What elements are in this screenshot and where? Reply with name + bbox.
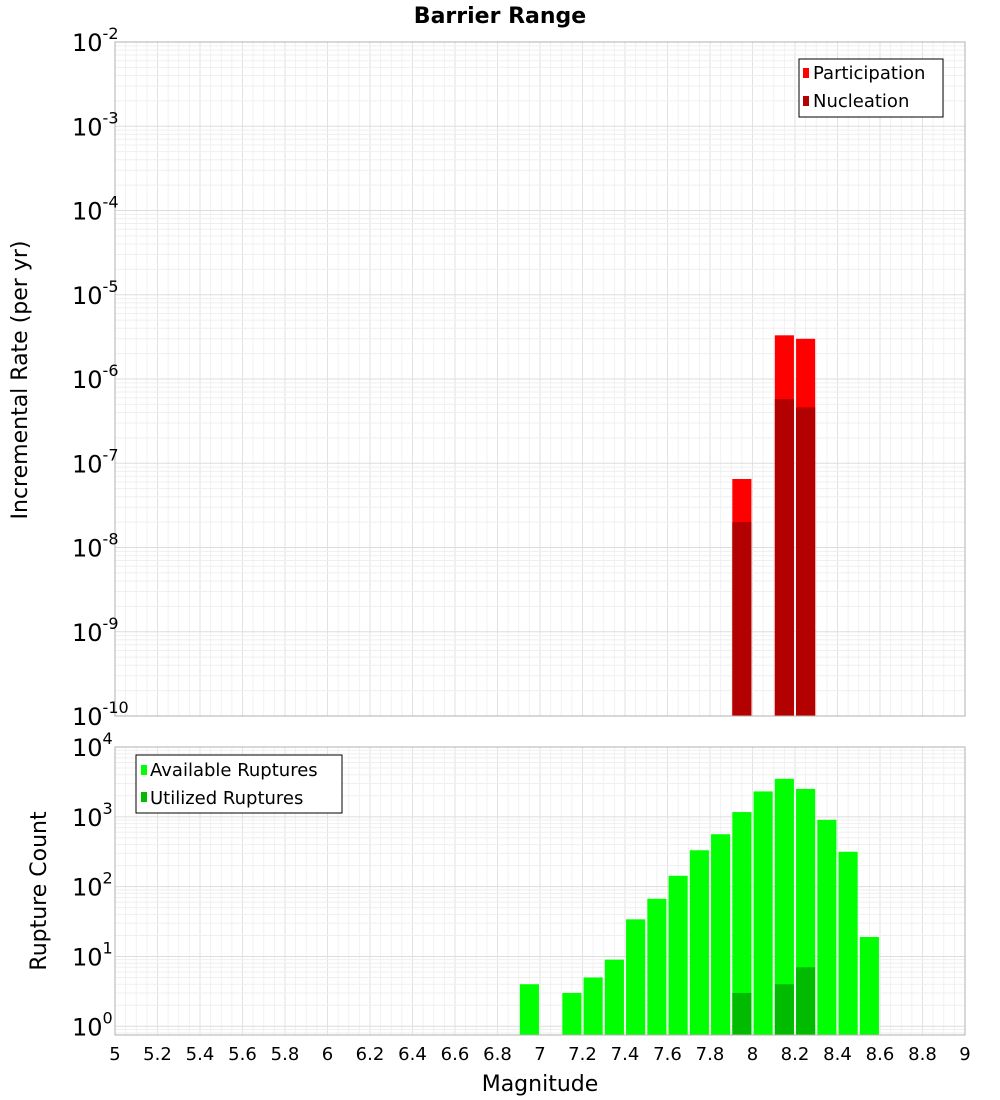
x-tick-label: 5 — [109, 1044, 121, 1065]
x-tick-label: 5.8 — [270, 1044, 300, 1065]
x-tick-label: 5.2 — [143, 1044, 172, 1065]
bottom-legend — [136, 755, 342, 813]
bar-available-ruptures-6 — [669, 876, 688, 1035]
x-tick-label: 8.8 — [908, 1044, 937, 1065]
bar-available-ruptures-15 — [860, 937, 879, 1035]
x-tick-label: 8.2 — [780, 1044, 810, 1065]
y-tick-label: $10^{-6}$ — [72, 361, 119, 394]
grid-layer — [115, 42, 965, 1035]
bar-utilized-ruptures-1 — [775, 984, 794, 1035]
bar-utilized-ruptures-0 — [732, 993, 751, 1035]
x-tick-label: 7.4 — [610, 1044, 640, 1065]
bar-available-ruptures-8 — [711, 834, 730, 1035]
available-ruptures-legend-label: Available Ruptures — [150, 760, 318, 781]
bar-available-ruptures-4 — [626, 919, 645, 1035]
y-tick-label: $10^1$ — [72, 938, 113, 972]
x-tick-label: 7.6 — [653, 1044, 682, 1065]
bar-nucleation-2 — [796, 407, 815, 716]
bar-available-ruptures-5 — [647, 899, 666, 1035]
bar-nucleation-1 — [775, 399, 794, 716]
y-tick-label: $10^{-4}$ — [72, 192, 119, 226]
bar-nucleation-0 — [732, 522, 751, 716]
chart-title: Barrier Range — [413, 4, 587, 29]
utilized-ruptures-swatch — [141, 792, 147, 802]
nucleation-swatch — [803, 96, 809, 106]
y-tick-label: $10^{-8}$ — [72, 529, 119, 563]
y-tick-label: $10^3$ — [72, 798, 113, 832]
y-tick-label: $10^0$ — [72, 1008, 113, 1042]
bar-available-ruptures-14 — [839, 852, 858, 1035]
x-tick-label: 6 — [321, 1044, 334, 1065]
bottom-y-axis-label: Rupture Count — [27, 811, 52, 971]
x-tick-label: 6.4 — [398, 1044, 427, 1065]
x-tick-label: 6.8 — [483, 1044, 512, 1065]
y-tick-label: $10^{-7}$ — [72, 445, 119, 479]
top-y-axis-label: Incremental Rate (per yr) — [8, 240, 33, 520]
bar-available-ruptures-10 — [754, 791, 773, 1035]
y-tick-label: $10^2$ — [72, 868, 113, 902]
y-tick-label: $10^4$ — [72, 729, 113, 762]
x-tick-label: 8 — [746, 1044, 759, 1065]
x-tick-label: 7 — [534, 1044, 546, 1065]
bar-available-ruptures-0 — [520, 984, 539, 1035]
x-tick-label: 8.4 — [823, 1044, 852, 1065]
x-tick-label: 6.6 — [440, 1044, 470, 1065]
available-ruptures-swatch — [141, 765, 147, 775]
bar-available-ruptures-7 — [690, 850, 709, 1035]
y-tick-label: $10^{-2}$ — [72, 24, 119, 57]
utilized-ruptures-legend-label: Utilized Ruptures — [150, 788, 304, 809]
x-tick-label: 9 — [959, 1044, 971, 1065]
x-tick-label: 7.8 — [695, 1044, 725, 1065]
y-tick-label: $10^{-10}$ — [72, 698, 129, 731]
x-tick-label: 5.6 — [228, 1044, 257, 1065]
x-tick-label: 5.4 — [185, 1044, 215, 1065]
top-legend — [799, 59, 943, 117]
y-tick-label: $10^{-5}$ — [72, 276, 119, 310]
x-tick-label: 8.6 — [865, 1044, 895, 1065]
participation-legend-label: Participation — [813, 63, 926, 84]
bar-available-ruptures-1 — [562, 993, 581, 1035]
participation-swatch — [803, 68, 809, 78]
y-tick-label: $10^{-9}$ — [72, 613, 119, 647]
bar-available-ruptures-13 — [817, 820, 836, 1035]
x-tick-label: 6.2 — [355, 1044, 385, 1065]
bar-available-ruptures-3 — [605, 960, 624, 1035]
bar-available-ruptures-2 — [584, 977, 603, 1035]
bar-utilized-ruptures-2 — [796, 967, 815, 1035]
x-axis-label: Magnitude — [481, 1072, 599, 1097]
x-tick-label: 7.2 — [568, 1044, 597, 1065]
nucleation-legend-label: Nucleation — [813, 91, 910, 112]
y-tick-label: $10^{-3}$ — [72, 108, 119, 142]
